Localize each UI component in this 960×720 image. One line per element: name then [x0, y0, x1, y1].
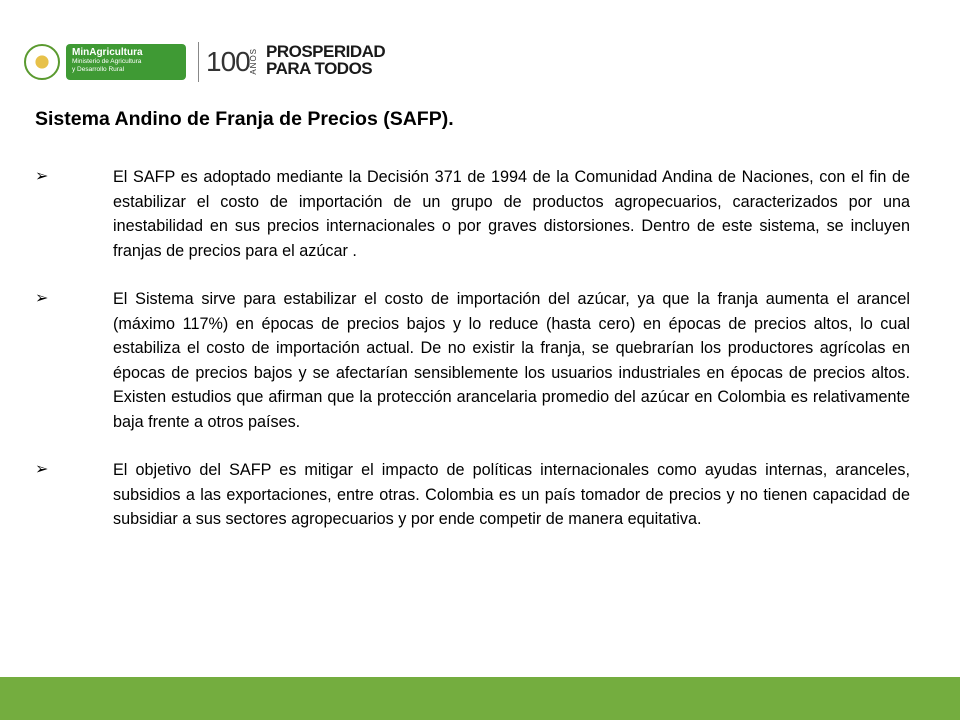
- ministry-subtitle-1: Ministerio de Agricultura: [72, 58, 142, 65]
- hundred-years-label: AÑOS: [249, 48, 258, 75]
- logo-divider: [198, 42, 199, 82]
- header-logos: [22, 40, 422, 84]
- arrow-bullet-icon: ➢: [35, 168, 49, 185]
- arrow-bullet-icon: ➢: [35, 461, 49, 478]
- arrow-bullet-icon: ➢: [35, 290, 49, 307]
- ministry-subtitle-2: y Desarrollo Rural: [72, 65, 125, 73]
- bullet-text: El objetivo del SAFP es mitigar el impacto de políticas internacionales como ayudas internas, aranceles, subsidios a las exportaciones, entre otras. Colombia es un país tomador de precios y no tienen capacidad de subsidiar a sus sectores agropecuarios y por ende competir de manera equitativa.: [113, 461, 910, 528]
- bullet-text: El SAFP es adoptado mediante la Decisión 371 de 1994 de la Comunidad Andina de Naciones, con el fin de estabilizar el costo de importación de un grupo de productos agropecuarios, caracterizados por una inestabilidad en sus precios internacionales o por graves distorsiones. Dentro de este sistema, se incluyen franjas de precios para el azúcar .: [113, 168, 910, 260]
- slogan-line-1: PROSPERIDAD: [266, 42, 386, 61]
- ministry-logo: [66, 44, 186, 80]
- footer-bar: [0, 677, 960, 720]
- bullet-item: [35, 287, 910, 434]
- slogan-logo: [266, 43, 385, 77]
- ministry-title: MinAgricultura: [72, 47, 143, 58]
- slogan-line-2: PARA TODOS: [266, 59, 373, 78]
- bullet-list: [35, 165, 910, 556]
- bullet-text: El Sistema sirve para estabilizar el costo de importación del azúcar, ya que la franja aumenta el arancel (máximo 117%) en épocas de precios bajos y lo reduce (hasta cero) en épocas de precios altos, lo cual estabiliza el costo de importación actual. De no existir la franja, se quebrarían los productores agrícolas en épocas de precios bajos y se afectarían sensiblemente los usuarios industriales en épocas de precios altos. Existen estudios que afirman que la protección arancelaria promedio del azúcar en Colombia es relativamente baja frente a otros países.: [113, 290, 910, 431]
- coat-of-arms-icon: [24, 44, 60, 80]
- slide-title: Sistema Andino de Franja de Precios (SAFP).: [35, 108, 454, 130]
- bullet-item: [35, 458, 910, 532]
- hundred-years-number: 100: [206, 46, 250, 77]
- bullet-item: [35, 165, 910, 263]
